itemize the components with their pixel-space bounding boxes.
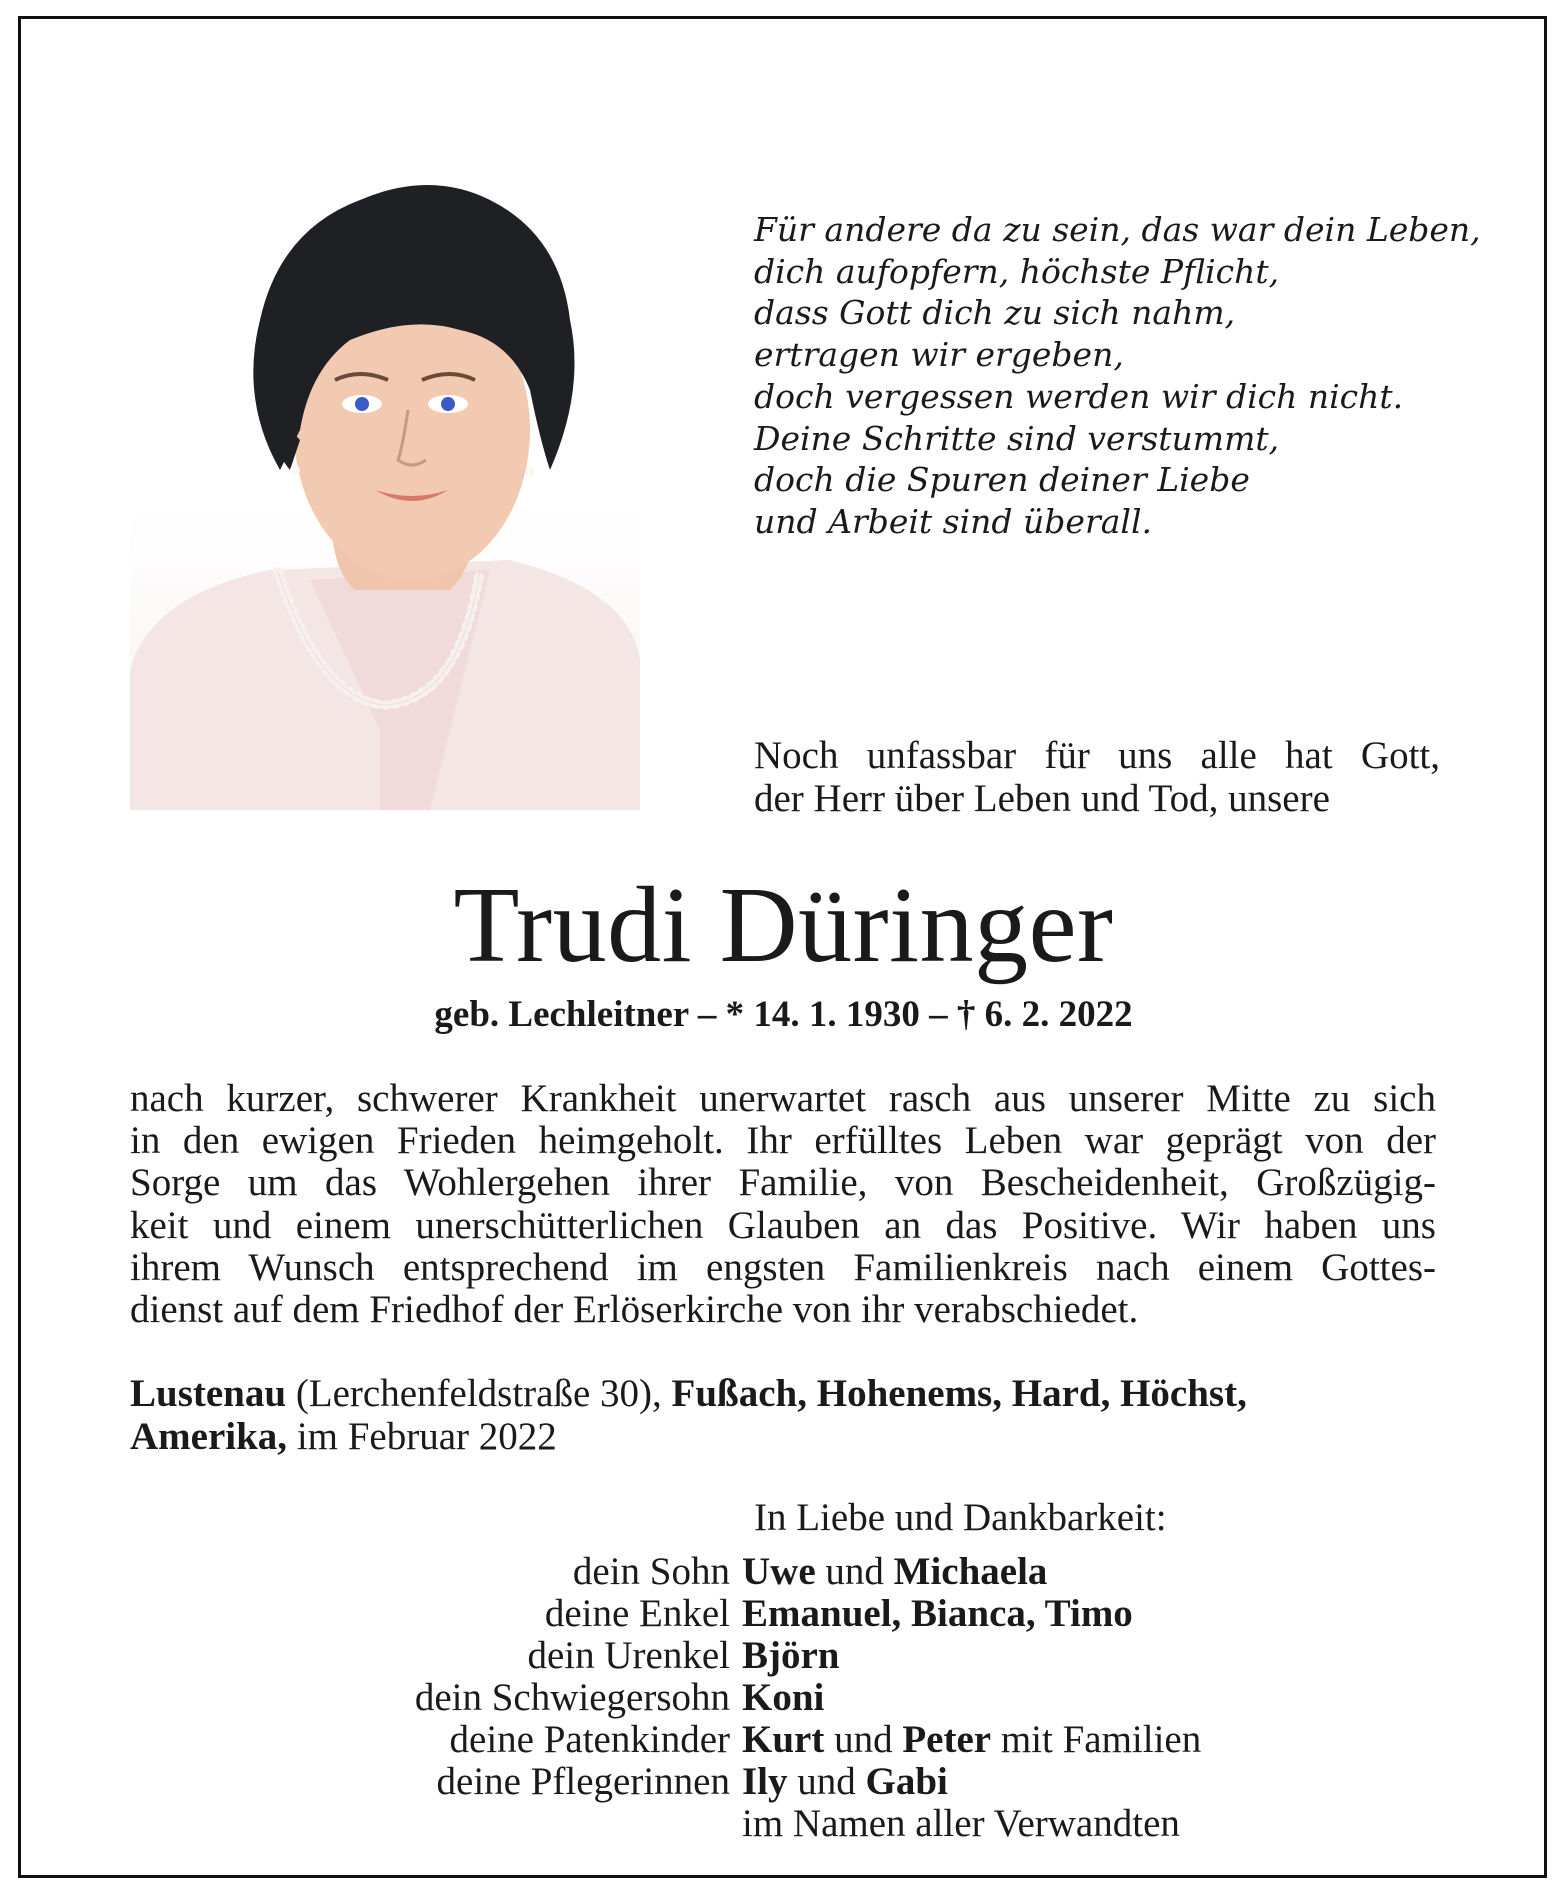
family-name: Koni: [742, 1676, 825, 1719]
relation-label: dein Schwiegersohn: [414, 1676, 730, 1719]
place-towns: Fußach, Hohenems, Hard, Höchst,: [671, 1372, 1247, 1415]
family-name: Uwe: [742, 1550, 816, 1593]
poem-line: ertragen wir ergeben,: [754, 335, 1124, 375]
body-line: dienst auf dem Friedhof der Erlöserkirche von ihr verabschiedet.: [130, 1288, 1139, 1332]
family-row: [130, 1719, 1530, 1761]
family-row: [130, 1635, 1530, 1677]
poem-line: dass Gott dich zu sich nahm,: [754, 293, 1236, 333]
place-country: Amerika,: [130, 1415, 288, 1458]
poem-line: doch die Spuren deiner Liebe: [754, 460, 1250, 500]
relation-label: deine Pflegerinnen: [436, 1760, 730, 1803]
family-list: [130, 1551, 1530, 1845]
place-town: Lustenau: [130, 1372, 287, 1415]
family-name: Peter: [902, 1718, 992, 1761]
family-name: Emanuel, Bianca, Timo: [742, 1592, 1133, 1635]
intro-line: der Herr über Leben und Tod, unsere: [754, 777, 1330, 820]
poem-line: Deine Schritte sind verstummt,: [754, 418, 1280, 458]
connector: und: [825, 1550, 884, 1593]
connector: und: [797, 1760, 856, 1803]
place-address: (Lerchenfeldstraße 30),: [295, 1372, 662, 1415]
intro-text: [754, 734, 1440, 820]
relation-label: deine Patenkinder: [449, 1718, 730, 1761]
family-row: [130, 1593, 1530, 1635]
connector: und: [834, 1718, 893, 1761]
place-date: im Februar 2022: [296, 1415, 557, 1458]
connector: mit Familien: [1000, 1718, 1202, 1761]
poem: [754, 209, 1494, 543]
family-name: Kurt: [742, 1718, 825, 1761]
body-line: nach kurzer, schwerer Krankheit unerwartet rasch aus unserer Mitte zu sich: [130, 1077, 1436, 1120]
deceased-name: Trudi Düringer: [453, 866, 1114, 985]
thanks-heading: In Liebe und Dankbarkeit:: [754, 1496, 1167, 1539]
place-and-date: [130, 1372, 1450, 1458]
closing-line: im Namen aller Verwandten: [742, 1802, 1180, 1845]
relation-label: dein Urenkel: [527, 1634, 730, 1677]
family-row: [130, 1677, 1530, 1719]
relation-label: deine Enkel: [544, 1592, 730, 1635]
announcement-body: [130, 1078, 1436, 1331]
family-name: Michaela: [893, 1550, 1048, 1593]
family-name: Ily: [742, 1760, 788, 1803]
family-row: [130, 1551, 1530, 1593]
poem-line: und Arbeit sind überall.: [754, 501, 1152, 541]
body-line: ihrem Wunsch entsprechend im engsten Familienkreis nach einem Gottes-: [130, 1245, 1436, 1289]
birth-death-dates: geb. Lechleitner – * 14. 1. 1930 – † 6. 2. 2022: [434, 994, 1133, 1035]
poem-line: dich aufopfern, höchste Pflicht,: [754, 251, 1280, 291]
portrait-photo: [130, 140, 640, 810]
poem-line: Für andere da zu sein, das war dein Leben,: [754, 210, 1481, 249]
family-row: [130, 1761, 1530, 1803]
body-line: in den ewigen Frieden heimgeholt. Ihr erfülltes Leben war geprägt von der: [130, 1119, 1436, 1163]
poem-line: doch vergessen werden wir dich nicht.: [754, 376, 1404, 416]
family-name: Björn: [742, 1634, 840, 1677]
family-row: [130, 1803, 1530, 1845]
family-name: Gabi: [865, 1760, 948, 1803]
body-line: Sorge um das Wohlergehen ihrer Familie, von Bescheidenheit, Großzügig-: [130, 1161, 1436, 1205]
intro-line: Noch unfassbar für uns alle hat Gott,: [754, 734, 1440, 777]
body-line: keit und einem unerschütterlichen Glauben an das Positive. Wir haben uns: [130, 1203, 1436, 1247]
relation-label: dein Sohn: [572, 1550, 730, 1593]
